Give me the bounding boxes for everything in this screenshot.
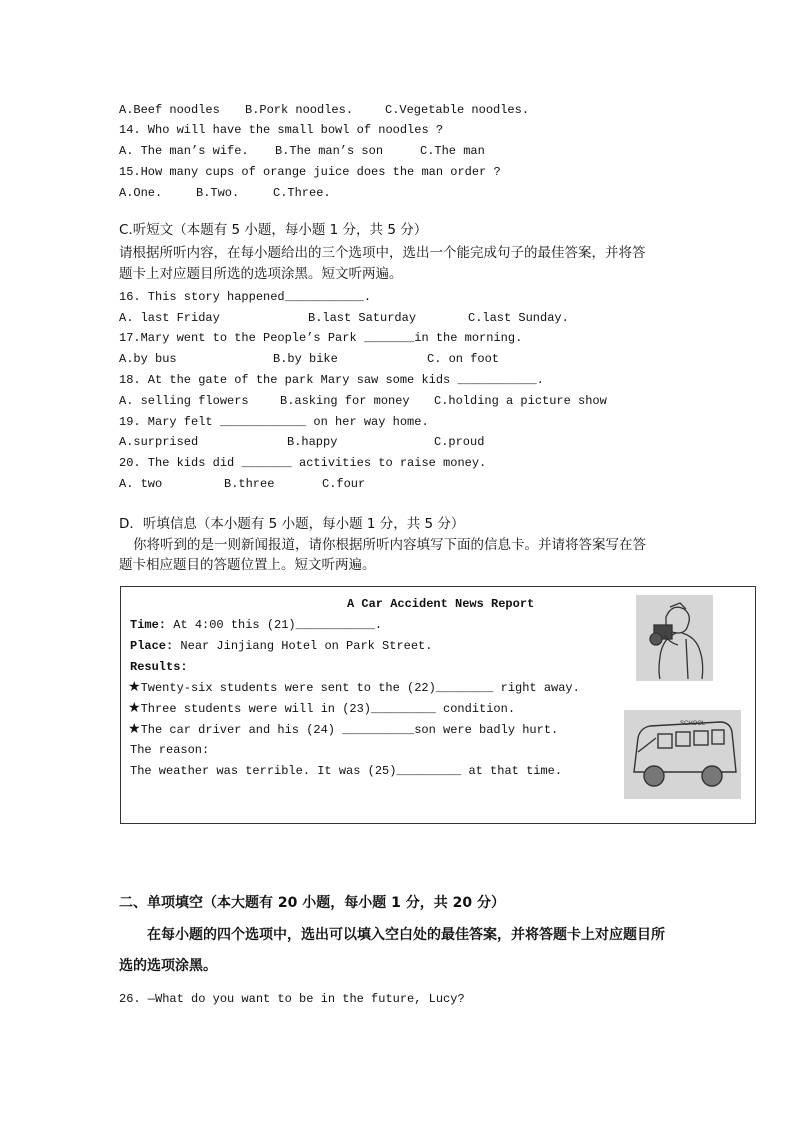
section-d-instruction: 你将听到的是一则新闻报道，请你根据所听内容填写下面的信息卡。并请将答案写在答: [133, 537, 646, 553]
question-19: 19. Mary felt ____________ on her way home.: [119, 415, 429, 429]
option-b: B.by bike: [273, 352, 338, 366]
place-label: Place:: [130, 639, 174, 653]
question-17: 17.Mary went to the People’s Park _______in the morning.: [119, 331, 523, 345]
star-icon: ★: [128, 679, 141, 695]
result-line: [128, 700, 515, 717]
option-b: B.last Saturday: [308, 311, 417, 325]
option-b: B.The man’s son: [275, 144, 384, 158]
option-a: A.Beef noodles: [119, 103, 220, 117]
option-c: C.last Sunday.: [468, 311, 569, 325]
part-two-instruction: 在每小题的四个选项中，选出可以填入空白处的最佳答案，并将答题卡上对应题目所: [147, 927, 665, 943]
section-c-instruction: 请根据所听内容，在每小题给出的三个选项中，选出一个能完成句子的最佳答案，并将答: [119, 245, 646, 261]
question-20: 20. The kids did _______ activities to raise money.: [119, 456, 487, 470]
reporter-camera-icon: [636, 595, 713, 681]
part-two-title: 二、单项填空（本大题有 20 小题，每小题 1 分，共 20 分）: [119, 895, 505, 911]
option-a: A. The man’s wife.: [119, 144, 249, 158]
time-line: [130, 617, 382, 633]
option-c: C.The man: [420, 144, 485, 158]
result-text: Twenty-six students were sent to the (22)________ right away.: [140, 681, 580, 695]
school-bus-icon: [624, 710, 741, 799]
reporter-image: [636, 595, 713, 681]
result-text: Three students were will in (23)_________ condition.: [140, 702, 516, 716]
option-a: A. last Friday: [119, 311, 220, 325]
option-a: A. two: [119, 477, 163, 491]
card-title: A Car Accident News Report: [347, 597, 535, 611]
section-c-instruction: 题卡上对应题目所选的选项涂黑。短文听两遍。: [119, 266, 403, 282]
place-text: Near Jinjiang Hotel on Park Street.: [173, 639, 433, 653]
option-c: C. on foot: [427, 352, 500, 366]
question-26: 26. —What do you want to be in the future, Lucy?: [119, 992, 465, 1006]
star-icon: ★: [128, 700, 141, 716]
question-16: 16. This story happened___________.: [119, 290, 372, 304]
place-line: [130, 638, 432, 654]
option-b: B.three: [224, 477, 275, 491]
option-a: A.surprised: [119, 435, 199, 449]
reason-label: The reason:: [130, 743, 210, 757]
option-a: A.One.: [119, 186, 163, 200]
reason-text: The weather was terrible. It was (25)_________ at that time.: [130, 764, 563, 778]
school-bus-image: [624, 710, 741, 799]
section-c-title: C.听短文（本题有 5 小题，每小题 1 分，共 5 分）: [119, 222, 428, 238]
option-c: C.proud: [434, 435, 485, 449]
section-d-title: D．听填信息（本小题有 5 小题，每小题 1 分，共 5 分）: [119, 516, 465, 532]
question-15: 15.How many cups of orange juice does the man order ?: [119, 165, 501, 179]
option-a: A. selling flowers: [119, 394, 249, 408]
time-text: At 4:00 this (21)___________.: [166, 618, 383, 632]
option-c: C.holding a picture show: [434, 394, 607, 408]
question-14: 14. Who will have the small bowl of noodles ?: [119, 123, 444, 137]
question-18: 18. At the gate of the park Mary saw some kids ___________.: [119, 373, 544, 387]
results-label: Results:: [130, 660, 188, 674]
option-c: C.Three.: [273, 186, 331, 200]
option-b: B.happy: [287, 435, 338, 449]
option-c: C.four: [322, 477, 366, 491]
option-b: B.Pork noodles.: [245, 103, 354, 117]
option-b: B.asking for money: [280, 394, 410, 408]
section-d-instruction: 题卡相应题目的答题位置上。短文听两遍。: [119, 557, 376, 573]
part-two-instruction: 选的选项涂黑。: [119, 958, 217, 974]
option-a: A.by bus: [119, 352, 177, 366]
result-text: The car driver and his (24) __________son were badly hurt.: [140, 723, 559, 737]
result-line: [128, 721, 558, 738]
bus-sign: SCHOOL: [680, 721, 706, 727]
star-icon: ★: [128, 721, 141, 737]
time-label: Time:: [130, 618, 167, 632]
option-c: C.Vegetable noodles.: [385, 103, 530, 117]
result-line: [128, 679, 580, 696]
option-b: B.Two.: [196, 186, 240, 200]
